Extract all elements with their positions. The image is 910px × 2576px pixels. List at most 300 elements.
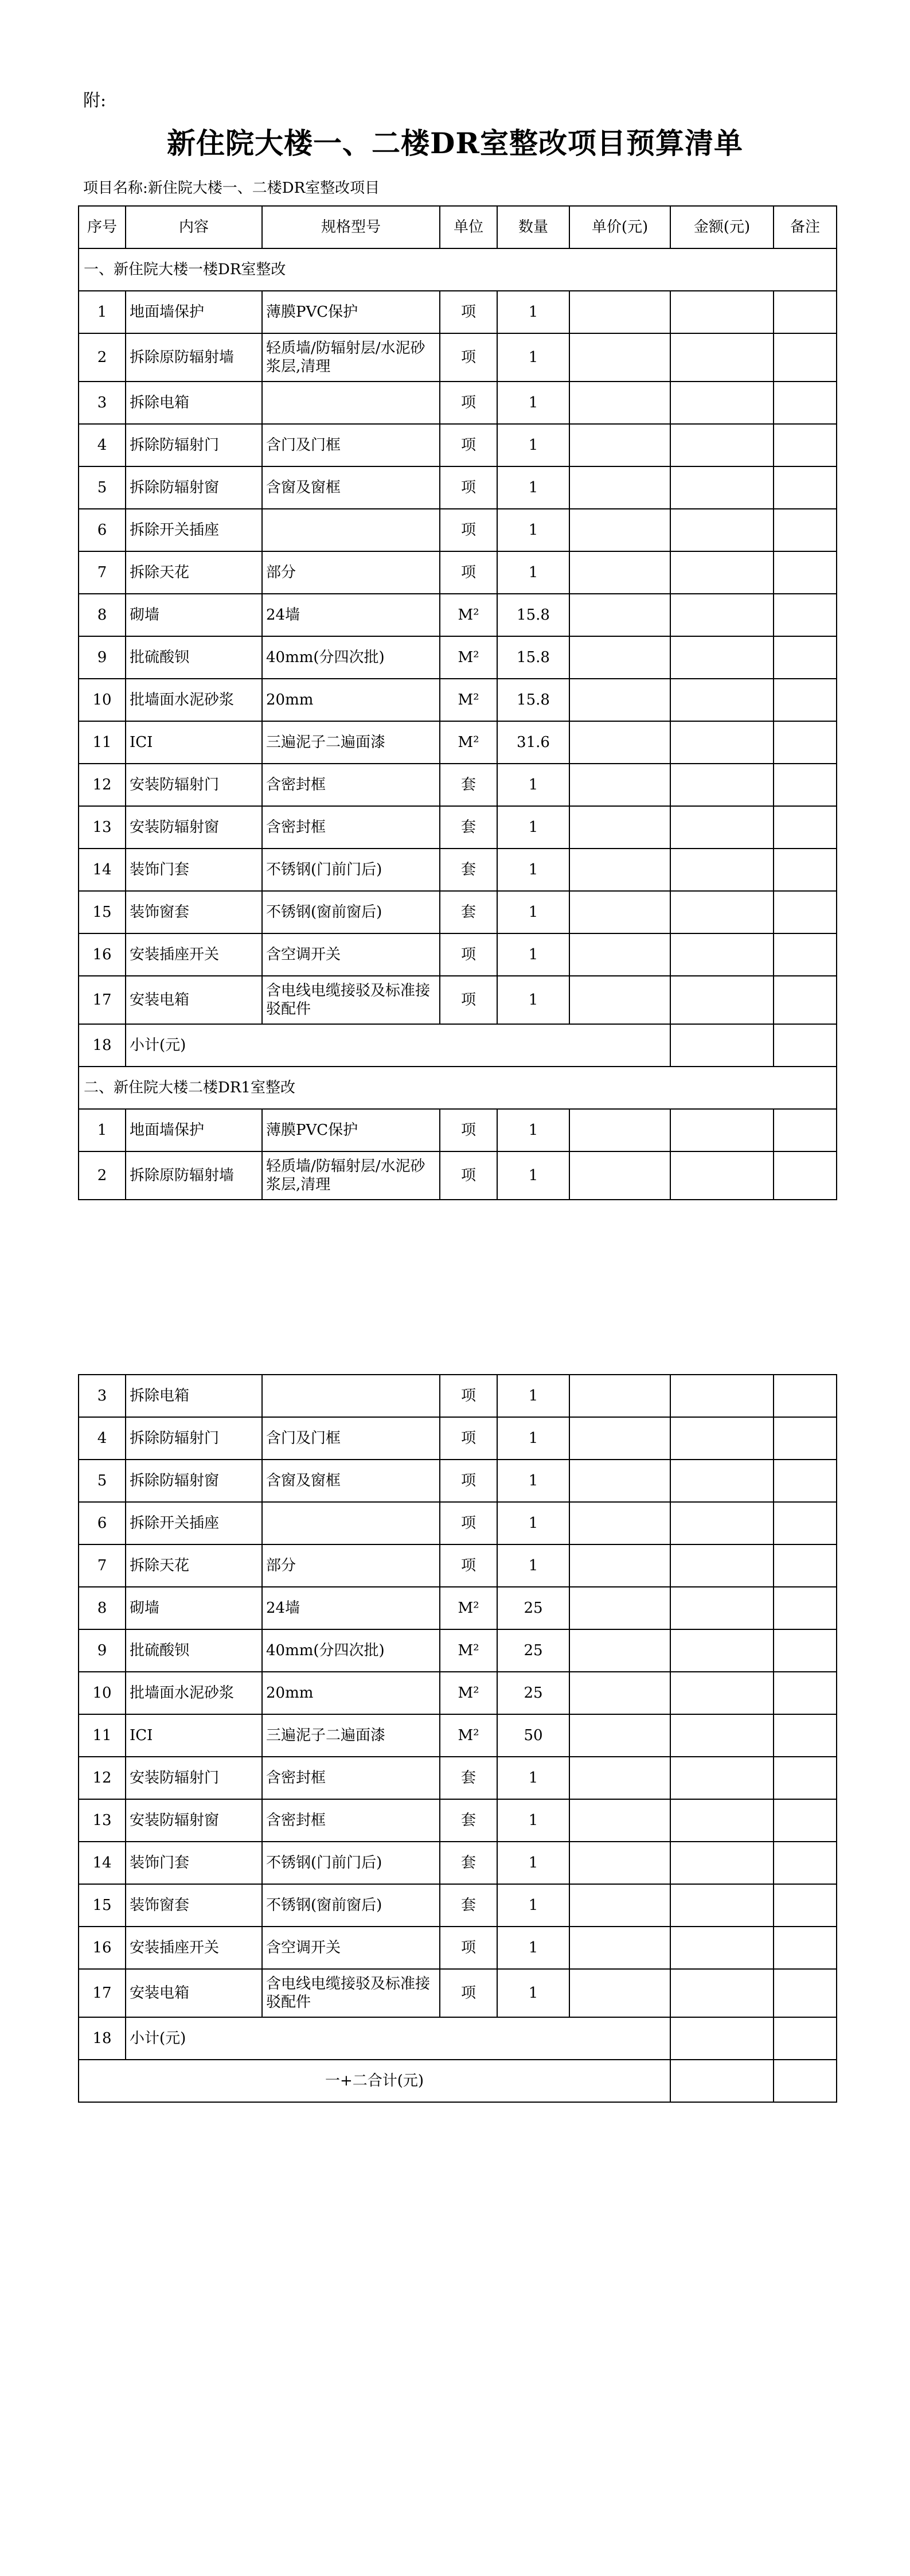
item-unit-price [569, 1629, 670, 1672]
item-spec: 24墙 [262, 594, 440, 636]
table-row [79, 849, 837, 891]
item-remarks [774, 466, 837, 509]
item-spec [262, 382, 440, 424]
item-spec: 轻质墙/防辐射层/水泥砂浆层,清理 [262, 333, 440, 382]
item-content: 批硫酸钡 [126, 636, 262, 679]
item-no: 2 [79, 333, 126, 382]
item-amount [670, 1757, 774, 1799]
item-remarks [774, 1884, 837, 1927]
item-remarks [774, 721, 837, 764]
item-spec [262, 509, 440, 551]
item-amount [670, 466, 774, 509]
item-no: 10 [79, 1672, 126, 1714]
table-row [79, 1151, 837, 1200]
item-content: ICI [126, 721, 262, 764]
item-no: 10 [79, 679, 126, 721]
item-amount [670, 1629, 774, 1672]
item-amount [670, 594, 774, 636]
item-unit-price [569, 1842, 670, 1884]
item-remarks [774, 1109, 837, 1151]
item-content: 安装电箱 [126, 1969, 262, 2017]
item-unit-price [569, 1969, 670, 2017]
item-unit: 项 [440, 509, 497, 551]
project-name: 项目名称:新住院大楼一、二楼DR室整改项目 [83, 180, 380, 197]
item-unit: 项 [440, 1151, 497, 1200]
item-unit-price [569, 1417, 670, 1460]
item-qty: 1 [497, 806, 569, 849]
item-amount [670, 1799, 774, 1842]
table-row [79, 976, 837, 1024]
item-no: 5 [79, 466, 126, 509]
item-content: 拆除电箱 [126, 382, 262, 424]
item-unit-price [569, 551, 670, 594]
item-spec: 三遍泥子二遍面漆 [262, 1714, 440, 1757]
item-remarks [774, 1460, 837, 1502]
item-no: 14 [79, 1842, 126, 1884]
item-spec: 薄膜PVC保护 [262, 1109, 440, 1151]
item-no: 5 [79, 1460, 126, 1502]
item-content: 装饰门套 [126, 1842, 262, 1884]
item-qty: 1 [497, 891, 569, 933]
item-unit: 套 [440, 1842, 497, 1884]
item-content: 安装插座开关 [126, 933, 262, 976]
item-unit-price [569, 1151, 670, 1200]
item-unit-price [569, 1544, 670, 1587]
table-row [79, 1927, 837, 1969]
item-no: 8 [79, 1587, 126, 1629]
item-spec: 不锈钢(窗前窗后) [262, 891, 440, 933]
item-qty: 25 [497, 1587, 569, 1629]
subtotal-label: 小计(元) [126, 1024, 670, 1067]
table-row [79, 509, 837, 551]
item-unit: 套 [440, 806, 497, 849]
item-content: 安装防辐射窗 [126, 806, 262, 849]
item-spec: 40mm(分四次批) [262, 636, 440, 679]
item-content: 拆除防辐射门 [126, 424, 262, 466]
item-no: 9 [79, 1629, 126, 1672]
item-amount [670, 764, 774, 806]
item-remarks [774, 806, 837, 849]
item-unit: 项 [440, 1460, 497, 1502]
item-unit-price [569, 891, 670, 933]
item-qty: 25 [497, 1629, 569, 1672]
item-amount [670, 806, 774, 849]
item-remarks [774, 1417, 837, 1460]
item-spec [262, 1502, 440, 1544]
table-row [79, 1109, 837, 1151]
budget-table-page-2 [78, 1374, 837, 2103]
item-no: 12 [79, 764, 126, 806]
item-no: 13 [79, 806, 126, 849]
item-amount [670, 1672, 774, 1714]
item-amount [670, 976, 774, 1024]
item-amount [670, 1884, 774, 1927]
item-amount [670, 333, 774, 382]
item-qty: 1 [497, 333, 569, 382]
item-qty: 1 [497, 1927, 569, 1969]
table-row [79, 636, 837, 679]
table-row [79, 1884, 837, 1927]
item-spec: 含密封框 [262, 806, 440, 849]
item-qty: 1 [497, 1799, 569, 1842]
item-no: 15 [79, 1884, 126, 1927]
item-content: 装饰窗套 [126, 1884, 262, 1927]
item-qty: 1 [497, 849, 569, 891]
table-row [79, 721, 837, 764]
item-unit: 套 [440, 1884, 497, 1927]
item-unit-price [569, 1757, 670, 1799]
item-no: 1 [79, 291, 126, 333]
section-title: 一、新住院大楼一楼DR室整改 [79, 248, 837, 291]
item-remarks [774, 509, 837, 551]
item-unit: 项 [440, 291, 497, 333]
item-no: 3 [79, 382, 126, 424]
item-content: 拆除防辐射窗 [126, 466, 262, 509]
table-row [79, 382, 837, 424]
item-content: 批墙面水泥砂浆 [126, 679, 262, 721]
table-row [79, 1587, 837, 1629]
item-unit: 套 [440, 1757, 497, 1799]
item-content: 拆除原防辐射墙 [126, 333, 262, 382]
header-unit: 单位 [440, 206, 497, 248]
item-amount [670, 1460, 774, 1502]
item-unit: 项 [440, 551, 497, 594]
item-spec: 含密封框 [262, 1799, 440, 1842]
item-spec: 不锈钢(窗前窗后) [262, 1884, 440, 1927]
item-remarks [774, 333, 837, 382]
item-spec: 含电线电缆接驳及标准接驳配件 [262, 1969, 440, 2017]
item-unit: 项 [440, 1927, 497, 1969]
subtotal-remarks [774, 1024, 837, 1067]
item-content: 地面墙保护 [126, 291, 262, 333]
item-no: 6 [79, 509, 126, 551]
item-no: 4 [79, 1417, 126, 1460]
subtotal-label: 小计(元) [126, 2017, 670, 2060]
table-row [79, 933, 837, 976]
item-spec: 含电线电缆接驳及标准接驳配件 [262, 976, 440, 1024]
attachment-label: 附: [83, 91, 107, 111]
item-unit: M² [440, 594, 497, 636]
item-amount [670, 1109, 774, 1151]
item-qty: 1 [497, 976, 569, 1024]
item-qty: 25 [497, 1672, 569, 1714]
item-unit-price [569, 509, 670, 551]
item-remarks [774, 1799, 837, 1842]
item-remarks [774, 1757, 837, 1799]
item-amount [670, 1502, 774, 1544]
item-remarks [774, 1544, 837, 1587]
header-qty: 数量 [497, 206, 569, 248]
table-row [79, 424, 837, 466]
item-no: 11 [79, 1714, 126, 1757]
item-remarks [774, 1151, 837, 1200]
item-no: 17 [79, 976, 126, 1024]
item-unit-price [569, 764, 670, 806]
item-content: 安装电箱 [126, 976, 262, 1024]
item-no: 16 [79, 933, 126, 976]
table-row [79, 1842, 837, 1884]
item-no: 1 [79, 1109, 126, 1151]
item-unit-price [569, 1714, 670, 1757]
item-content: 安装防辐射门 [126, 1757, 262, 1799]
item-content: 批硫酸钡 [126, 1629, 262, 1672]
item-qty: 1 [497, 291, 569, 333]
item-spec: 40mm(分四次批) [262, 1629, 440, 1672]
item-remarks [774, 1629, 837, 1672]
table-row [79, 1714, 837, 1757]
section-row [79, 1067, 837, 1109]
item-spec: 薄膜PVC保护 [262, 291, 440, 333]
item-content: 拆除天花 [126, 1544, 262, 1587]
item-spec: 轻质墙/防辐射层/水泥砂浆层,清理 [262, 1151, 440, 1200]
item-unit: 套 [440, 849, 497, 891]
item-remarks [774, 1969, 837, 2017]
budget-table-page-1 [78, 205, 837, 1200]
item-unit-price [569, 1460, 670, 1502]
grand-total-row [79, 2060, 837, 2102]
item-remarks [774, 636, 837, 679]
item-content: 砌墙 [126, 1587, 262, 1629]
item-unit-price [569, 1375, 670, 1417]
table-row [79, 1799, 837, 1842]
header-content: 内容 [126, 206, 262, 248]
subtotal-no: 18 [79, 2017, 126, 2060]
item-no: 12 [79, 1757, 126, 1799]
item-unit-price [569, 1927, 670, 1969]
item-amount [670, 933, 774, 976]
item-unit: 套 [440, 891, 497, 933]
item-content: 装饰门套 [126, 849, 262, 891]
item-remarks [774, 976, 837, 1024]
item-unit-price [569, 1502, 670, 1544]
item-remarks [774, 291, 837, 333]
subtotal-row [79, 2017, 837, 2060]
item-content: 装饰窗套 [126, 891, 262, 933]
item-qty: 1 [497, 1969, 569, 2017]
header-no: 序号 [79, 206, 126, 248]
item-spec: 部分 [262, 551, 440, 594]
grand-total-remarks [774, 2060, 837, 2102]
item-qty: 50 [497, 1714, 569, 1757]
item-amount [670, 1417, 774, 1460]
item-unit-price [569, 1672, 670, 1714]
table-row [79, 1375, 837, 1417]
item-qty: 1 [497, 382, 569, 424]
table-row [79, 764, 837, 806]
item-content: 拆除开关插座 [126, 1502, 262, 1544]
item-qty: 1 [497, 551, 569, 594]
grand-total-label: 一+二合计(元) [79, 2060, 670, 2102]
item-no: 7 [79, 551, 126, 594]
item-remarks [774, 551, 837, 594]
item-amount [670, 721, 774, 764]
subtotal-remarks [774, 2017, 837, 2060]
item-amount [670, 1375, 774, 1417]
item-no: 11 [79, 721, 126, 764]
item-spec: 20mm [262, 1672, 440, 1714]
item-unit-price [569, 933, 670, 976]
item-spec: 含门及门框 [262, 424, 440, 466]
item-no: 6 [79, 1502, 126, 1544]
item-unit: 套 [440, 1799, 497, 1842]
item-unit: 项 [440, 1109, 497, 1151]
item-unit-price [569, 1884, 670, 1927]
item-no: 16 [79, 1927, 126, 1969]
item-amount [670, 1714, 774, 1757]
item-spec: 20mm [262, 679, 440, 721]
table-row [79, 1417, 837, 1460]
item-remarks [774, 1927, 837, 1969]
table-row [79, 551, 837, 594]
item-unit-price [569, 679, 670, 721]
header-remarks: 备注 [774, 206, 837, 248]
table-row [79, 806, 837, 849]
item-amount [670, 382, 774, 424]
item-unit-price [569, 291, 670, 333]
section-row [79, 248, 837, 291]
item-content: ICI [126, 1714, 262, 1757]
item-spec: 24墙 [262, 1587, 440, 1629]
item-qty: 1 [497, 1884, 569, 1927]
item-amount [670, 509, 774, 551]
item-no: 3 [79, 1375, 126, 1417]
item-amount [670, 679, 774, 721]
item-qty: 1 [497, 1757, 569, 1799]
item-content: 拆除防辐射窗 [126, 1460, 262, 1502]
item-qty: 1 [497, 1151, 569, 1200]
item-unit-price [569, 721, 670, 764]
item-unit: 项 [440, 1375, 497, 1417]
item-qty: 1 [497, 1460, 569, 1502]
item-amount [670, 551, 774, 594]
item-unit-price [569, 806, 670, 849]
item-unit: 项 [440, 466, 497, 509]
item-remarks [774, 891, 837, 933]
item-remarks [774, 382, 837, 424]
item-unit-price [569, 849, 670, 891]
table-row [79, 1629, 837, 1672]
item-no: 9 [79, 636, 126, 679]
item-unit: M² [440, 1714, 497, 1757]
item-spec: 部分 [262, 1544, 440, 1587]
subtotal-row [79, 1024, 837, 1067]
item-amount [670, 291, 774, 333]
item-unit: 项 [440, 1502, 497, 1544]
table-row [79, 594, 837, 636]
item-no: 2 [79, 1151, 126, 1200]
table-row [79, 891, 837, 933]
item-amount [670, 891, 774, 933]
table-row [79, 1672, 837, 1714]
item-qty: 1 [497, 1375, 569, 1417]
item-qty: 1 [497, 1502, 569, 1544]
item-spec: 含门及门框 [262, 1417, 440, 1460]
item-qty: 1 [497, 1417, 569, 1460]
item-remarks [774, 764, 837, 806]
item-amount [670, 1587, 774, 1629]
item-amount [670, 1842, 774, 1884]
item-unit-price [569, 1587, 670, 1629]
item-qty: 1 [497, 509, 569, 551]
table-row [79, 1502, 837, 1544]
item-unit: 项 [440, 976, 497, 1024]
item-unit-price [569, 636, 670, 679]
item-content: 拆除天花 [126, 551, 262, 594]
item-content: 砌墙 [126, 594, 262, 636]
item-content: 拆除电箱 [126, 1375, 262, 1417]
item-qty: 1 [497, 424, 569, 466]
subtotal-amount [670, 2017, 774, 2060]
item-spec: 含密封框 [262, 1757, 440, 1799]
item-unit: 套 [440, 764, 497, 806]
grand-total-amount [670, 2060, 774, 2102]
item-unit: 项 [440, 382, 497, 424]
item-amount [670, 424, 774, 466]
item-unit-price [569, 333, 670, 382]
header-unit-price: 单价(元) [569, 206, 670, 248]
item-content: 安装防辐射窗 [126, 1799, 262, 1842]
item-remarks [774, 679, 837, 721]
item-spec: 不锈钢(门前门后) [262, 1842, 440, 1884]
item-no: 4 [79, 424, 126, 466]
item-remarks [774, 1842, 837, 1884]
item-remarks [774, 933, 837, 976]
item-qty: 15.8 [497, 679, 569, 721]
item-unit-price [569, 466, 670, 509]
table-row [79, 1757, 837, 1799]
item-unit-price [569, 594, 670, 636]
item-content: 安装插座开关 [126, 1927, 262, 1969]
header-row [79, 206, 837, 248]
item-no: 17 [79, 1969, 126, 2017]
item-unit: M² [440, 636, 497, 679]
item-qty: 1 [497, 933, 569, 976]
item-unit-price [569, 1799, 670, 1842]
item-spec: 含空调开关 [262, 1927, 440, 1969]
item-content: 拆除原防辐射墙 [126, 1151, 262, 1200]
table-row [79, 291, 837, 333]
table-row [79, 679, 837, 721]
item-no: 13 [79, 1799, 126, 1842]
table-row [79, 1969, 837, 2017]
item-content: 批墙面水泥砂浆 [126, 1672, 262, 1714]
item-content: 拆除防辐射门 [126, 1417, 262, 1460]
item-qty: 1 [497, 466, 569, 509]
item-amount [670, 1927, 774, 1969]
item-unit: 项 [440, 424, 497, 466]
item-qty: 1 [497, 1109, 569, 1151]
item-content: 安装防辐射门 [126, 764, 262, 806]
item-remarks [774, 1502, 837, 1544]
item-unit: M² [440, 1672, 497, 1714]
item-qty: 15.8 [497, 594, 569, 636]
item-qty: 1 [497, 764, 569, 806]
item-spec: 含空调开关 [262, 933, 440, 976]
item-amount [670, 1151, 774, 1200]
item-remarks [774, 1587, 837, 1629]
item-unit: 项 [440, 933, 497, 976]
item-qty: 15.8 [497, 636, 569, 679]
item-unit: 项 [440, 1417, 497, 1460]
item-remarks [774, 1375, 837, 1417]
item-unit: M² [440, 679, 497, 721]
section-title: 二、新住院大楼二楼DR1室整改 [79, 1067, 837, 1109]
item-unit: 项 [440, 1969, 497, 2017]
item-qty: 1 [497, 1842, 569, 1884]
item-unit: M² [440, 1587, 497, 1629]
item-spec: 含窗及窗框 [262, 466, 440, 509]
item-qty: 31.6 [497, 721, 569, 764]
